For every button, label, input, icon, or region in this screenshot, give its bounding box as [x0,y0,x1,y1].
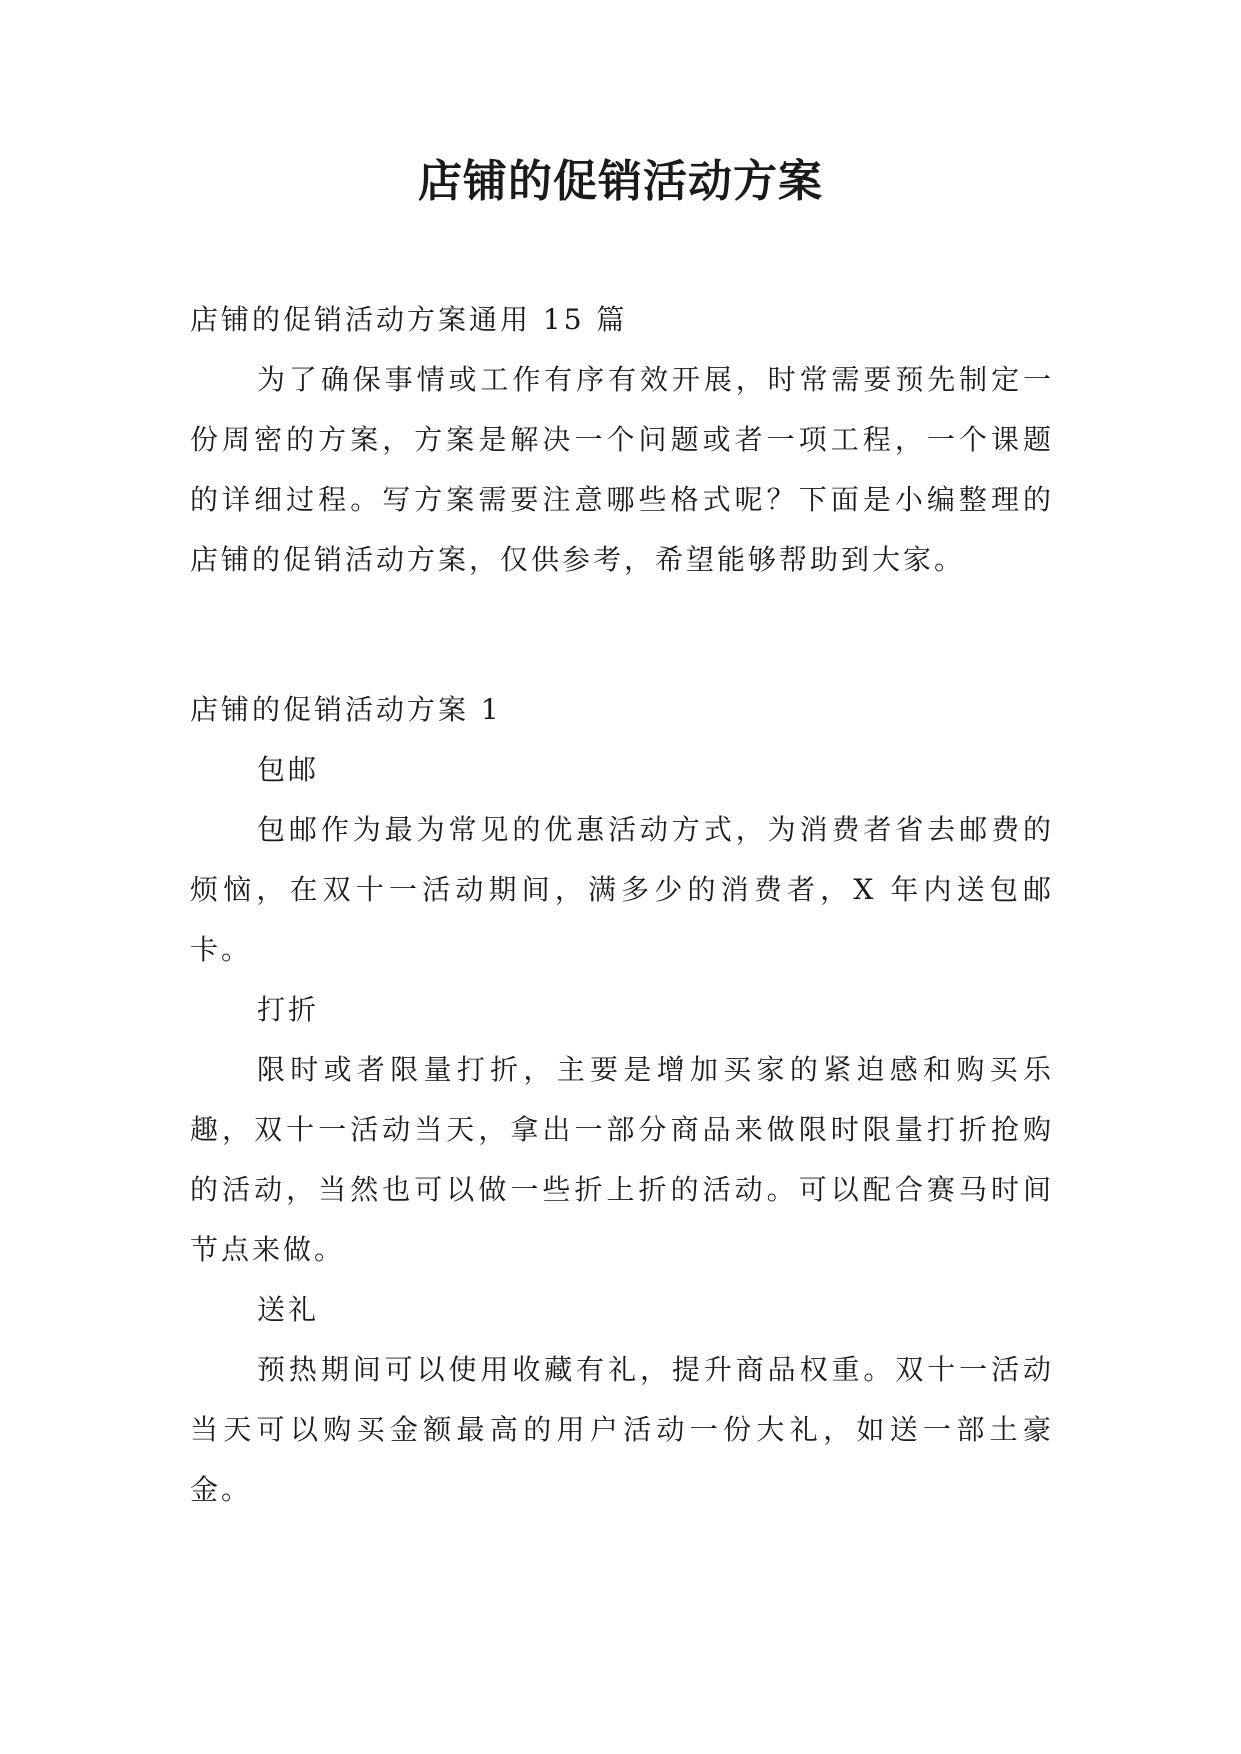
item-label-free-shipping: 包邮 [257,753,320,786]
item-text-discount: 限时或者限量打折，主要是增加买家的紧迫感和购买乐趣，双十一活动当天，拿出一部分商品来做限时限量打折抢购的活动，当然也可以做一些折上折的活动。可以配合赛马时间节点来做。 [190,1053,1054,1266]
section-heading: 店铺的促销活动方案 1 [190,693,502,726]
intro-paragraph: 为了确保事情或工作有序有效开展，时常需要预先制定一份周密的方案，方案是解决一个问题或者一项工程，一个课题的详细过程。写方案需要注意哪些格式呢？下面是小编整理的店铺的促销活动方案，仅供参考，希望能够帮助到大家。 [190,363,1054,576]
item-text-gift: 预热期间可以使用收藏有礼，提升商品权重。双十一活动当天可以购买金额最高的用户活动一份大礼，如送一部土豪金。 [190,1353,1054,1506]
item-label-gift: 送礼 [257,1293,320,1326]
item-text-free-shipping: 包邮作为最为常见的优惠活动方式，为消费者省去邮费的烦恼，在双十一活动期间，满多少的消费者，X 年内送包邮卡。 [190,813,1054,966]
document-subtitle: 店铺的促销活动方案通用 15 篇 [190,303,628,336]
document-title: 店铺的促销活动方案 [418,156,823,207]
item-label-discount: 打折 [257,993,320,1026]
